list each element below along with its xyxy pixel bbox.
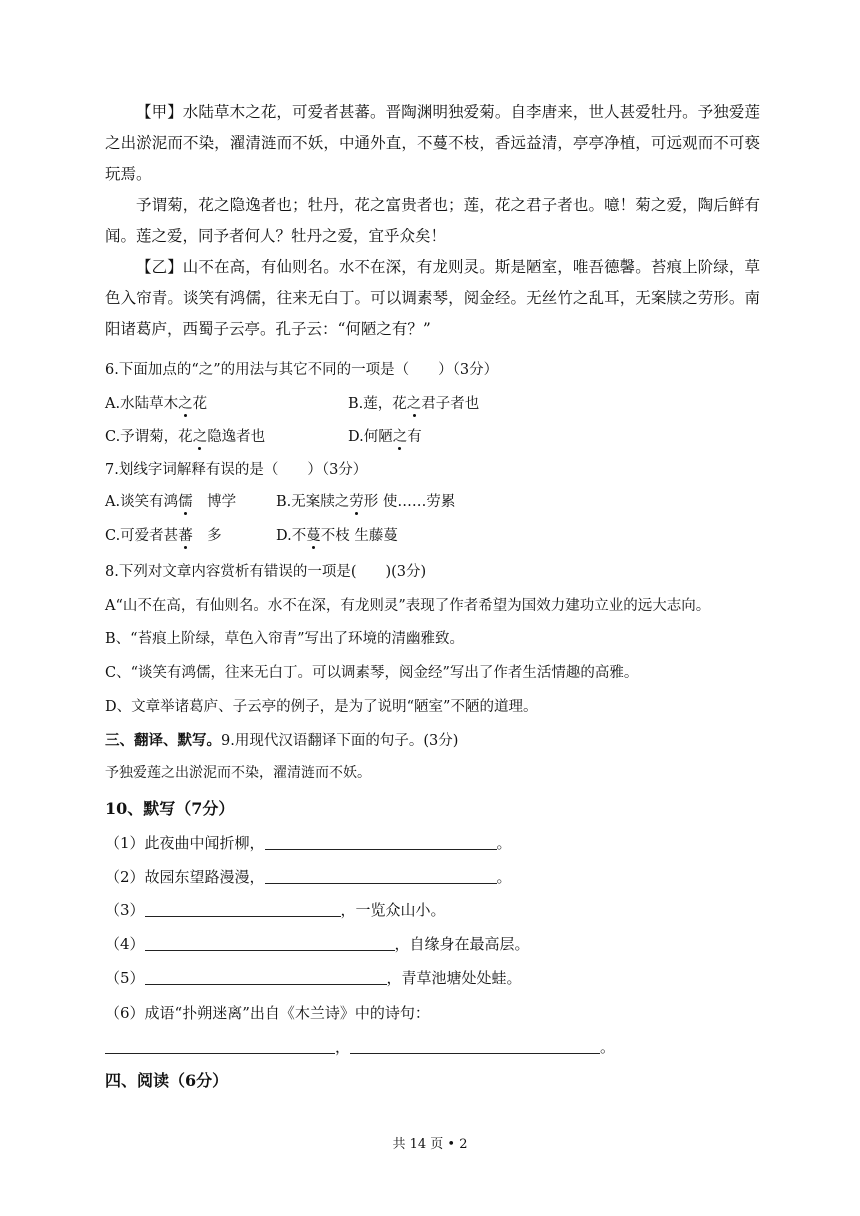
section3-heading (105, 729, 458, 750)
q6-option-c: C.予谓菊，花之隐逸者也 (105, 429, 266, 445)
q10-line-3: （3） ，一览众山小。 (105, 901, 446, 919)
q8-stem: 8.下列对文章内容赏析有错误的一项是( )(3分) (105, 564, 427, 580)
passage-jia-2: 予谓菊，花之隐逸者也；牡丹，花之富贵者也；莲，花之君子者也。噫！菊之爱，陶后鲜有闻。莲之爱，同予者何人？牡丹之爱，宜乎众矣！ (105, 196, 760, 245)
q6-option-b: B.莲，花之君子者也 (348, 396, 480, 412)
q6-stem: 6.下面加点的“之”的用法与其它不同的一项是（ ）（3分） (105, 362, 499, 378)
q9-stem: 9.用现代汉语翻译下面的句子。(3分) (221, 733, 459, 749)
dotted-char: 儒 (178, 494, 193, 510)
dotted-char: 蔓 (306, 528, 321, 544)
passage-yi: 【乙】山不在高，有仙则名。水不在深，有龙则灵。斯是陋室，唯吾德馨。苔痕上阶绿，草色入帘青。谈笑有鸿儒，往来无白丁。可以调素琴，阅金经。无丝竹之乱耳，无案牍之劳形。南阳诸葛庐，西蜀子云亭。孔子云：“何陋之有？” (105, 258, 760, 338)
q7-option-a: A.谈笑有鸿儒 博学 (105, 494, 237, 510)
dotted-char: 劳 (349, 494, 364, 510)
dotted-char: 之 (392, 429, 408, 445)
q10-line-6: （6）成语“扑朔迷离”出自《木兰诗》中的诗句： (105, 1004, 430, 1022)
dotted-char: 之 (406, 396, 422, 412)
answer-blank[interactable] (350, 1037, 600, 1054)
page-footer: 共 14 页 • 2 (392, 1137, 468, 1152)
q10-title: 10、默写（7分） (105, 799, 235, 818)
answer-blank[interactable] (145, 900, 341, 917)
dotted-char: 蕃 (178, 528, 193, 544)
q8-option-b: B、“苔痕上阶绿，草色入帘青”写出了环境的清幽雅致。 (105, 631, 464, 647)
q10-line-2: （2）故园东望路漫漫， 。 (105, 868, 512, 886)
q10-line-4: （4） ，自缘身在最高层。 (105, 935, 530, 953)
q7-option-c: C.可爱者甚蕃 多 (105, 528, 222, 544)
q7-option-d: D.不蔓不枝 生藤蔓 (276, 528, 398, 544)
section4-title: 四、阅读（6分） (105, 1071, 229, 1090)
q8-option-c: C、“谈笑有鸿儒，往来无白丁。可以调素琴，阅金经”写出了作者生活情趣的高雅。 (105, 665, 639, 681)
q10-line-7: ， 。 (105, 1036, 615, 1057)
q10-line-1: （1）此夜曲中闻折柳， 。 (105, 834, 512, 852)
section3-title: 三、翻译、默写。 (105, 732, 221, 749)
passage-jia-1: 【甲】水陆草木之花，可爱者甚蕃。晋陶渊明独爱菊。自李唐来，世人甚爱牡丹。予独爱莲之出淤泥而不染，濯清涟而不妖，中通外直，不蔓不枝，香远益清，亭亭净植，可远观而不可亵玩焉。 (105, 103, 760, 183)
dotted-char: 之 (178, 396, 193, 412)
q10-line-5: （5） ，青草池塘处处蛙。 (105, 969, 522, 987)
answer-blank[interactable] (105, 1037, 335, 1054)
dotted-char: 之 (192, 429, 208, 445)
q8-option-d: D、文章举诸葛庐、子云亭的例子，是为了说明“陋室”不陋的道理。 (105, 699, 538, 715)
q8-option-a: A“山不在高，有仙则名。水不在深，有龙则灵”表现了作者希望为国效力建功立业的远大志向。 (105, 598, 711, 614)
q6-option-a: A.水陆草木之花 (105, 396, 208, 412)
answer-blank[interactable] (265, 867, 497, 884)
answer-blank[interactable] (265, 833, 497, 850)
q7-option-b: B.无案牍之劳形 使……劳累 (276, 494, 456, 510)
q7-stem: 7.划线字词解释有误的是（ ）（3分） (105, 462, 368, 478)
answer-blank[interactable] (145, 968, 387, 985)
q9-sentence: 予独爱莲之出淤泥而不染，濯清涟而不妖。 (105, 765, 371, 781)
answer-blank[interactable] (145, 934, 395, 951)
q6-option-d: D.何陋之有 (348, 429, 422, 445)
